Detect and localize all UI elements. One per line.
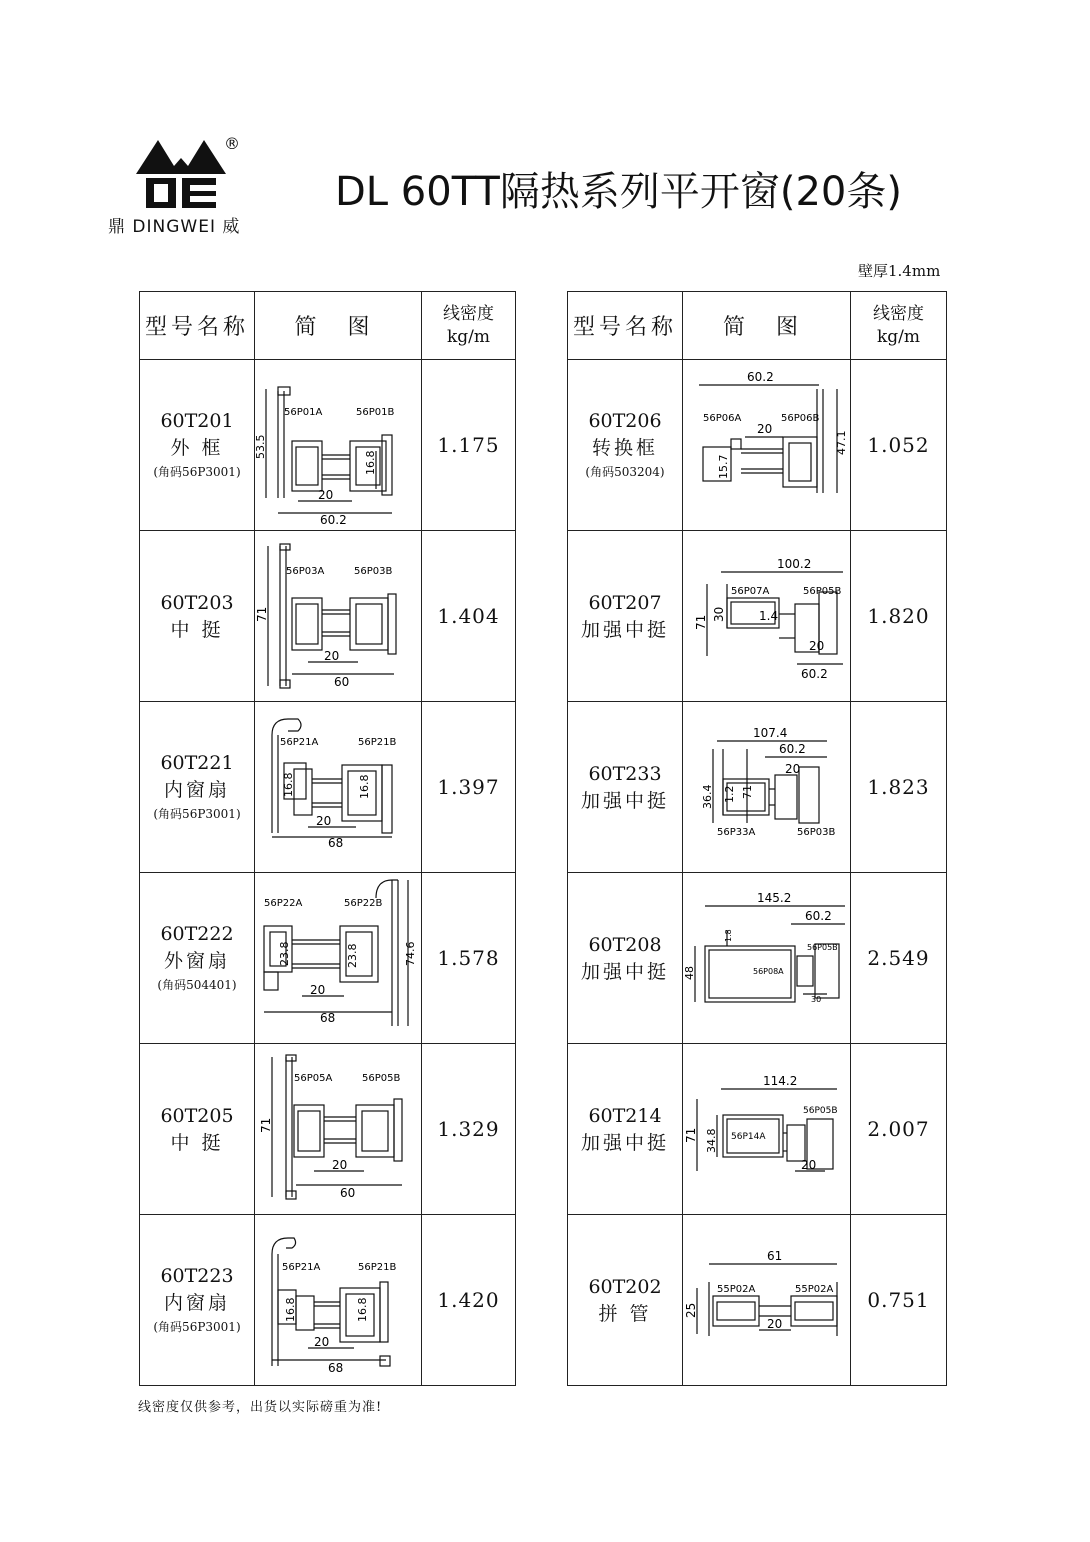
table-header-row <box>568 292 947 360</box>
profile-drawing <box>258 1218 418 1382</box>
profile-drawing <box>687 363 847 527</box>
part-label-b: 56P21B <box>358 737 397 748</box>
profile-drawing <box>687 534 847 698</box>
dingwei-logo-icon <box>136 138 226 210</box>
registered-mark: ® <box>224 134 240 153</box>
dim-height: 71 <box>259 1117 273 1133</box>
model-code: 60T203 <box>160 591 234 614</box>
part-label-a: 56P06A <box>702 413 741 424</box>
profile-drawing <box>258 876 418 1040</box>
dim-height: 36.4 <box>700 784 714 809</box>
dim-inner: 1.2 <box>722 785 736 803</box>
part-name: 加强中挺 <box>580 789 669 812</box>
model-code: 60T221 <box>160 751 234 774</box>
brand-logo <box>108 134 248 237</box>
profile-drawing <box>258 705 418 869</box>
part-label-b: 56P05B <box>362 1073 401 1084</box>
part-label-b: 56P06B <box>780 413 819 424</box>
model-cell <box>140 1044 255 1215</box>
table-row <box>568 1044 947 1215</box>
table-row <box>140 1215 516 1386</box>
dim-top: 107.4 <box>752 726 787 740</box>
part-name: 加强中挺 <box>580 1131 669 1154</box>
part-name: 外 框 <box>170 436 224 459</box>
part-label-a: 56P21A <box>282 1262 321 1273</box>
density-value: 1.578 <box>422 873 516 1044</box>
table-header-row <box>140 292 516 360</box>
part-label-b: 56P03B <box>796 827 835 838</box>
profile-sketch <box>683 1215 851 1386</box>
dim-height: 48 <box>682 966 696 980</box>
dim-top: 61 <box>766 1249 782 1263</box>
part-label-b: 56P05B <box>802 586 841 597</box>
dim-height: 71 <box>693 614 708 630</box>
density-value: 1.820 <box>851 531 947 702</box>
profile-sketch <box>683 531 851 702</box>
dim-top: 145.2 <box>756 891 791 905</box>
model-cell <box>568 1215 683 1386</box>
density-value: 1.404 <box>422 531 516 702</box>
header-density-unit: kg/m <box>876 326 921 347</box>
dim-gap: 20 <box>766 1317 782 1331</box>
part-label-a: 56P21A <box>280 737 319 748</box>
part-label-b: 56P01B <box>356 407 395 418</box>
corner-code: (角码503204) <box>585 464 665 479</box>
part-name: 拼 管 <box>598 1302 652 1325</box>
dim-height-right: 74.6 <box>404 941 417 966</box>
model-cell <box>140 702 255 873</box>
model-cell <box>140 1215 255 1386</box>
density-value: 1.175 <box>422 360 516 531</box>
part-label-a: 56P07A <box>730 586 769 597</box>
model-code: 60T223 <box>160 1264 234 1287</box>
table-row <box>140 873 516 1044</box>
header-density <box>851 292 947 360</box>
dim-gap: 20 <box>784 762 800 776</box>
dim-width: 68 <box>320 1011 336 1025</box>
part-label-b: 56P21B <box>358 1262 397 1273</box>
profile-drawing <box>683 1047 847 1211</box>
part-label-b: 56P05B <box>802 1106 838 1116</box>
part-label-b: 56P03B <box>354 566 393 577</box>
density-value: 2.007 <box>851 1044 947 1215</box>
profile-sketch <box>683 360 851 531</box>
header-density-label: 线密度 <box>443 303 494 324</box>
dim-height: 71 <box>683 1127 698 1143</box>
profile-sketch <box>683 702 851 873</box>
dim-gap: 20 <box>808 639 824 653</box>
header-name: 型号名称 <box>568 292 683 360</box>
corner-code: (角码56P3001) <box>153 1319 241 1334</box>
dim-inner: 16.8 <box>356 1297 369 1322</box>
table-row <box>140 1044 516 1215</box>
model-cell <box>140 531 255 702</box>
dim-height: 23.8 <box>278 941 291 966</box>
profile-sketch <box>255 873 422 1044</box>
table-row <box>568 702 947 873</box>
dim-width: 60 <box>340 1186 356 1200</box>
dim-gap: 20 <box>332 1158 348 1172</box>
logo-caption: 鼎 DINGWEI 威 <box>108 217 241 237</box>
dim-height-2: 30 <box>711 606 726 622</box>
density-value: 1.052 <box>851 360 947 531</box>
dim-width: 68 <box>328 1361 344 1375</box>
header-sketch: 简 图 <box>683 292 851 360</box>
left-spec-table <box>139 291 516 1386</box>
model-code: 60T205 <box>160 1104 234 1127</box>
dim-width: 60.2 <box>320 513 347 527</box>
dim-gap: 20 <box>318 488 334 502</box>
page-title: DL 60TT隔热系列平开窗(20条) <box>335 169 902 215</box>
dim-inner: 16.8 <box>364 450 377 475</box>
part-label-b: 55P02A <box>794 1284 833 1295</box>
model-cell <box>568 360 683 531</box>
part-name: 内窗扇 <box>163 1291 230 1314</box>
table-row <box>568 873 947 1044</box>
part-name: 加强中挺 <box>580 618 669 641</box>
model-code: 60T202 <box>588 1275 662 1298</box>
dim-height: 53.5 <box>254 434 267 459</box>
model-cell <box>140 360 255 531</box>
density-value: 1.420 <box>422 1215 516 1386</box>
profile-sketch <box>683 1044 851 1215</box>
density-value: 1.329 <box>422 1044 516 1215</box>
model-code: 60T222 <box>160 922 234 945</box>
part-label-a: 56P14A <box>730 1132 765 1142</box>
corner-code: (角码56P3001) <box>153 464 241 479</box>
profile-drawing <box>254 363 418 527</box>
dim-height: 16.8 <box>284 1297 297 1322</box>
model-cell <box>568 873 683 1044</box>
dim-gap: 20 <box>324 649 340 663</box>
dim-width: 60.2 <box>800 667 828 681</box>
profile-sketch <box>255 360 422 531</box>
header-sketch: 简 图 <box>255 292 422 360</box>
header-density-label: 线密度 <box>873 303 924 324</box>
dim-top-2: 60.2 <box>804 909 832 923</box>
dim-inner: 1.4 <box>758 609 778 623</box>
profile-drawing <box>683 1218 847 1382</box>
profile-sketch <box>255 1215 422 1386</box>
header-name: 型号名称 <box>140 292 255 360</box>
part-name: 中 挺 <box>170 1131 224 1154</box>
dim-gap: 20 <box>316 814 332 828</box>
dim-height: 15.7 <box>716 454 730 479</box>
dim-gap: 30 <box>810 995 821 1004</box>
dim-gap: 20 <box>756 422 772 436</box>
part-label-b: 56P22B <box>344 898 383 909</box>
profile-drawing <box>682 876 847 1040</box>
profile-drawing <box>255 534 418 698</box>
dim-height: 16.8 <box>282 772 295 797</box>
corner-code: (角码504401) <box>157 977 237 992</box>
part-label-a: 56P22A <box>264 898 303 909</box>
part-name: 加强中挺 <box>580 960 669 983</box>
dim-height: 71 <box>255 606 269 622</box>
header-density <box>422 292 516 360</box>
model-cell <box>568 702 683 873</box>
profile-sketch <box>255 702 422 873</box>
dim-top: 100.2 <box>776 557 811 571</box>
model-code: 60T233 <box>588 762 662 785</box>
dim-height: 25 <box>683 1302 698 1318</box>
dim-height-right: 47.1 <box>834 430 848 455</box>
model-code: 60T207 <box>588 591 662 614</box>
part-label-a: 56P08A <box>752 967 784 976</box>
profile-sketch <box>683 873 851 1044</box>
part-label-a: 56P03A <box>286 566 325 577</box>
profile-sketch <box>255 531 422 702</box>
model-cell <box>568 531 683 702</box>
density-value: 2.549 <box>851 873 947 1044</box>
part-label-a: 55P02A <box>716 1284 755 1295</box>
part-label-a: 56P05A <box>294 1073 333 1084</box>
table-row <box>140 702 516 873</box>
table-row <box>568 531 947 702</box>
dim-inner: 16.8 <box>358 774 371 799</box>
dim-width: 60 <box>334 675 350 689</box>
dim-height-2: 71 <box>740 785 754 799</box>
model-cell <box>568 1044 683 1215</box>
part-name: 内窗扇 <box>163 778 230 801</box>
dim-width: 68 <box>328 836 344 850</box>
part-name: 转换框 <box>591 436 658 459</box>
table-row <box>568 1215 947 1386</box>
profile-drawing <box>687 705 847 869</box>
wall-thickness-note: 壁厚1.4mm <box>858 262 941 280</box>
dim-gap: 20 <box>314 1335 330 1349</box>
dim-height-2: 34.8 <box>704 1128 718 1153</box>
table-row <box>140 531 516 702</box>
corner-code: (角码56P3001) <box>153 806 241 821</box>
table-row <box>140 360 516 531</box>
dim-inner: 23.8 <box>346 943 359 968</box>
header-density-unit: kg/m <box>446 326 491 347</box>
model-code: 60T214 <box>588 1104 662 1127</box>
footer-note: 线密度仅供参考，出货以实际磅重为准! <box>138 1400 383 1415</box>
right-spec-table <box>567 291 947 1386</box>
density-value: 1.823 <box>851 702 947 873</box>
part-label-b: 56P05B <box>806 943 838 952</box>
profile-drawing <box>258 1047 418 1211</box>
model-code: 60T206 <box>588 409 662 432</box>
model-code: 60T208 <box>588 933 662 956</box>
model-code: 60T201 <box>160 409 234 432</box>
density-value: 1.397 <box>422 702 516 873</box>
dim-gap: 20 <box>800 1158 816 1172</box>
density-value: 0.751 <box>851 1215 947 1386</box>
dim-top-2: 60.2 <box>778 742 806 756</box>
table-row <box>568 360 947 531</box>
part-name: 中 挺 <box>170 618 224 641</box>
profile-sketch <box>255 1044 422 1215</box>
part-name: 外窗扇 <box>163 949 230 972</box>
dim-gap: 20 <box>310 983 326 997</box>
dim-top: 60.2 <box>746 370 774 384</box>
model-cell <box>140 873 255 1044</box>
part-label-a: 56P33A <box>716 827 755 838</box>
dim-top: 114.2 <box>762 1074 797 1088</box>
part-label-a: 56P01A <box>284 407 323 418</box>
dim-inner: 1.8 <box>723 929 733 942</box>
